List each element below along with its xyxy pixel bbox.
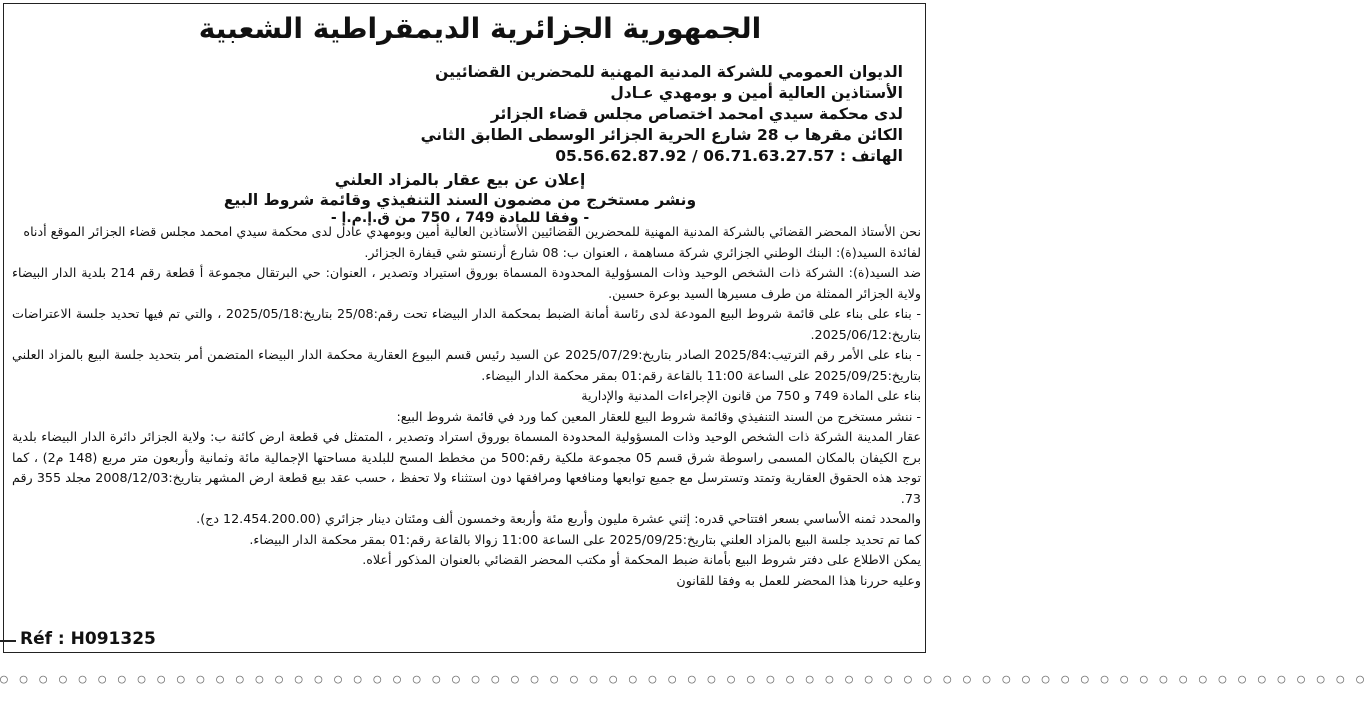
address-line: الكائن مقرها ب 28 شارع الحرية الجزائر الوسطى الطابق الثاني	[420, 126, 903, 144]
dotted-separator: ○ ○ ○ ○ ○ ○ ○ ○ ○ ○ ○ ○ ○ ○ ○ ○ ○ ○ ○ ○ ○ ○ ○ ○ ○ ○ ○ ○ ○ ○ ○ ○ ○ ○ ○ ○ ○ ○ ○ ○ ○ ○ ○ ○ ○ ○ ○ ○ ○ ○ ○ ○ ○ ○ ○ ○ ○ ○ ○ ○ ○ ○ ○ ○ ○ ○ ○ ○ ○ ○	[0, 672, 1366, 687]
consultation-paragraph: يمكن الاطلاع على دفتر شروط البيع بأمانة ضبط المحكمة أو مكتب المحضر القضائي بالعنوان المذكور أعلاه.	[362, 552, 921, 567]
announcement-legal-basis: - وفقا للمادة 749 ، 750 من ق.إ.م.إ -	[330, 210, 590, 226]
intro-paragraph: نحن الأستاذ المحضر القضائي بالشركة المدنية المهنية للمحضرين القضائيين الأستاذين العالية أمين وبومهدي عادل لدى محكمة سيدي امحمد مجلس قضاء الجزائر الموقع أدناه	[23, 224, 921, 239]
price-paragraph: والمحدد ثمنه الأساسي بسعر افتتاحي قدره: إثني عشرة مليون وأربع مئة وأربعة وخمسون ألف ومئتان دينار جزائري (12.454.200.00 دج).	[196, 511, 921, 526]
notice-body	[12, 222, 921, 591]
defendant-paragraph: ضد السيد(ة): الشركة ذات الشخص الوحيد وذات المسؤولية المحدودة المسماة بوروق استيراد وتصدير ، العنوان: حي البرتقال مجموعة أ قطعة رقم 214 بلدية الدار البيضاء ولاية الجزائر الممثلة من طرف مسيرها السيد بوعرة حسين.	[12, 265, 921, 301]
property-paragraph: عقار المدينة الشركة ذات الشخص الوحيد وذات المسؤولية المحدودة المسماة بوروق استراد وتصدير ، المتمثل في قطعة ارض كائنة ب: ولاية الجزائر دائرة الدار البيضاء بلدية برج الكيفان بالمكان المسمى راسوطة شرق قسم 05 مجموعة ملكية رقم:500 من مخطط المسح للبلدية مساحتها الإجمالية مائة وثمانية وأربعون متر مربع (148 م2) ، كما توجد هذه الحقوق العقارية وتمتد وتسترسل مع جميع توابعها ومنافعها ومرافقها دون استثناء ولا تحفظ ، حسب عقد بيع قطعة ارض المشهر بتاريخ:2008/12/03 مجلد 355 رقم 73.	[12, 429, 922, 506]
phone-line: الهاتف : 06.71.63.27.57 / 05.56.62.87.92	[555, 147, 903, 165]
court-line: لدى محكمة سيدي امحمد اختصاص مجلس قضاء الجزائر	[490, 105, 903, 123]
announcement-title: إعلان عن بيع عقار بالمزاد العلني	[334, 171, 586, 189]
beneficiary-paragraph: لفائدة السيد(ة): البنك الوطني الجزائري شركة مساهمة ، العنوان ب: 08 شارع أرنستو شي قيفارة الجزائر.	[364, 244, 921, 260]
office-name: الديوان العمومي للشركة المدنية المهنية للمحضرين القضائيين	[435, 63, 903, 81]
extract-paragraph: - ننشر مستخرج من السند التنفيذي وقائمة شروط البيع للعقار المعين كما ورد في قائمة شروط البيع:	[396, 408, 921, 424]
conditions-paragraph: - بناء على بناء على قائمة شروط البيع المودعة لدى رئاسة أمانة الضبط بمحكمة الدار البيضاء تحت رقم:25/08 بتاريخ:2025/05/18 ، والتي تم فيها تحديد جلسة الاعتراضات بتاريخ:2025/06/12.	[12, 306, 921, 342]
announcement-subtitle: ونشر مستخرج من مضمون السند التنفيذي وقائمة شروط البيع	[223, 191, 697, 209]
reference-number: Réf : H091325	[16, 629, 160, 649]
legal-articles-paragraph: بناء على المادة 749 و 750 من قانون الإجراءات المدنية والإدارية	[581, 388, 921, 403]
republic-title: الجمهورية الجزائرية الديمقراطية الشعبية	[198, 12, 762, 45]
lawyers-names: الأستاذين العالية أمين و بومهدي عـادل	[610, 84, 903, 102]
order-paragraph: - بناء على الأمر رقم الترتيب:2025/84 الصادر بتاريخ:2025/07/29 عن السيد رئيس قسم البيوع العقارية محكمة الدار البيضاء المتضمن أمر بتحديد جلسة البيع بالمزاد العلني بتاريخ:2025/09/25 على الساعة 11:00 بالقاعة رقم:01 بمقر محكمة الدار البيضاء.	[12, 347, 921, 383]
closing-paragraph: وعليه حررنا هذا المحضر للعمل به وفقا للقانون	[676, 572, 921, 588]
session-paragraph: كما تم تحديد جلسة البيع بالمزاد العلني بتاريخ:2025/09/25 على الساعة 11:00 زوالا بالقاعة رقم:01 بمقر محكمة الدار البيضاء.	[249, 531, 921, 547]
